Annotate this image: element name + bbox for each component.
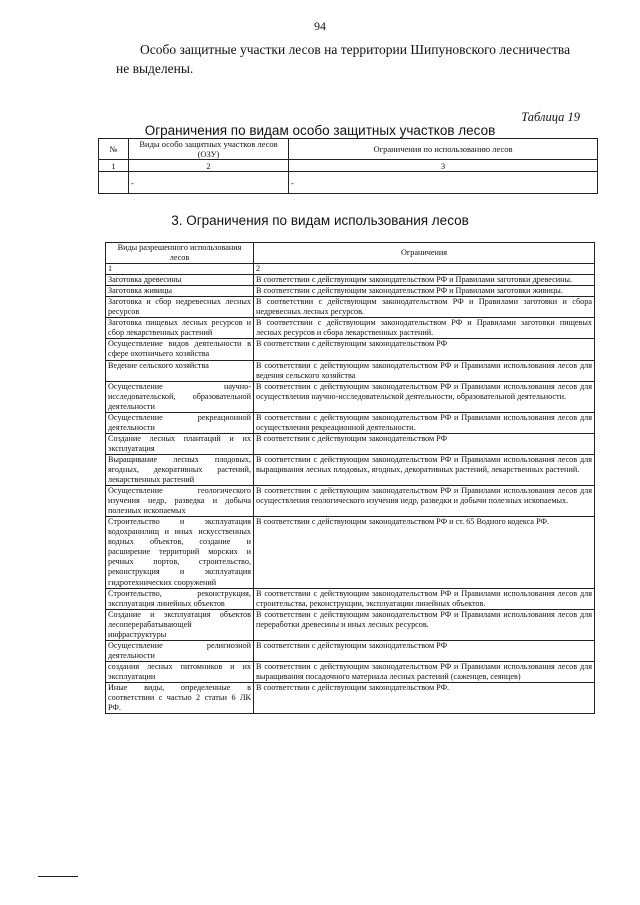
table-19-title: Ограничения по видам особо защитных участков лесов xyxy=(144,123,496,138)
restriction-cell: В соответствии с действующим законодательством РФ и Правилами использования лесов для осуществления научно-исследовательской деятельности, образовательной деятельности. xyxy=(254,381,595,412)
use-type-cell: Осуществление рекреационной деятельности xyxy=(106,412,254,433)
page-number: 94 xyxy=(314,19,326,33)
restriction-cell: В соответствии с действующим законодательством РФ и Правилами использования лесов для переработки древесины и иных лесных ресурсов. xyxy=(254,609,595,640)
table-row xyxy=(106,517,595,588)
header-restrictions: Ограничения xyxy=(254,243,595,264)
intro-paragraph xyxy=(118,40,588,78)
use-type-cell: Заготовка древесины xyxy=(106,275,254,286)
table-row xyxy=(106,286,595,297)
use-type-cell: Заготовка пищевых лесных ресурсов и сбор лекарственных растений xyxy=(106,318,254,339)
table-19-header-row xyxy=(99,139,598,160)
restriction-cell: В соответствии с действующим законодательством РФ xyxy=(254,640,595,661)
table-row xyxy=(106,588,595,609)
table-row xyxy=(106,609,595,640)
restriction-cell: В соответствии с действующим законодательством РФ и Правилами использования лесов для строительства, реконструкции, эксплуатации линейных объектов. xyxy=(254,588,595,609)
restriction-cell: В соответствии с действующим законодательством РФ и Правилами использования лесов для осуществления рекреационной деятельности. xyxy=(254,412,595,433)
use-type-cell: Заготовка живицы xyxy=(106,286,254,297)
restriction-cell: В соответствии с действующим законодательством РФ и Правилами заготовки и сбора недревесных лесных ресурсов. xyxy=(254,297,595,318)
table-row xyxy=(106,454,595,485)
table-number-row xyxy=(106,264,595,275)
restriction-cell: В соответствии с действующим законодательством РФ и Правилами использования лесов для ведения сельского хозяйства xyxy=(254,360,595,381)
restriction-cell: В соответствии с действующим законодательством РФ xyxy=(254,339,595,360)
use-type-cell: Строительство, реконструкция, эксплуатация линейных объектов xyxy=(106,588,254,609)
table-row xyxy=(106,360,595,381)
table-label: Таблица 19 xyxy=(521,110,580,124)
footnote-separator xyxy=(38,876,78,877)
table-row xyxy=(106,433,595,454)
table-row xyxy=(106,275,595,286)
table-19-number-cell: 3 xyxy=(289,160,598,172)
use-type-cell: Иные виды, определенные в соответствии с частью 2 статьи 6 ЛК РФ. xyxy=(106,682,254,713)
use-type-cell: Осуществление научно-исследовательской, образовательной деятельности xyxy=(106,381,254,412)
restriction-cell: В соответствии с действующим законодательством РФ и Правилами использования лесов для осуществления геологического изучения недр, разведки и добычи полезных ископаемых. xyxy=(254,486,595,517)
table-19-header-cell: № xyxy=(99,139,129,160)
restriction-cell: В соответствии с действующим законодательством РФ и Правилами использования лесов для выращивания посадочного материала лесных растений (саженцев, сеянцев) xyxy=(254,661,595,682)
intro-line-2: не выделены. xyxy=(116,61,194,76)
table-row xyxy=(106,486,595,517)
restriction-cell: В соответствии с действующим законодательством РФ и Правилами заготовки пищевых лесных ресурсов и сбора лекарственных растений. xyxy=(254,318,595,339)
use-type-cell: Заготовка и сбор недревесных лесных ресурсов xyxy=(106,297,254,318)
table-19 xyxy=(98,138,598,194)
table-row xyxy=(106,640,595,661)
table-header-row xyxy=(106,243,595,264)
table-row xyxy=(106,318,595,339)
table-body xyxy=(106,275,595,714)
table-row xyxy=(106,381,595,412)
use-type-cell: Осуществление геологического изучения недр, разведка и добыча полезных ископаемых xyxy=(106,486,254,517)
section-title: 3. Ограничения по видам использования лесов xyxy=(171,213,469,228)
table-19-data-row xyxy=(99,172,598,194)
use-type-cell: Создание и эксплуатация объектов лесоперерабатывающей инфраструктуры xyxy=(106,609,254,640)
use-type-cell: Осуществление видов деятельности в сфере охотничьего хозяйства xyxy=(106,339,254,360)
restriction-cell: В соответствии с действующим законодательством РФ xyxy=(254,433,595,454)
table-row xyxy=(106,339,595,360)
header-use-type: Виды разрешенного использования лесов xyxy=(106,243,254,264)
restriction-cell: В соответствии с действующим законодательством РФ и Правилами использования лесов для выращивания лесных плодовых, ягодных, декоративных растений, лекарственных растений. xyxy=(254,454,595,485)
restriction-cell: В соответствии с действующим законодательством РФ и Правилами заготовки живицы. xyxy=(254,286,595,297)
use-type-cell: Строительство и эксплуатация водохранилищ и иных искусственных водных объектов, создание и расширение территорий морских и речных портов, строительство, реконструкция и эксплуатация гидротехнических сооружений xyxy=(106,517,254,588)
use-type-cell: Выращивание лесных плодовых, ягодных, декоративных растений, лекарственных растений xyxy=(106,454,254,485)
table-row xyxy=(106,297,595,318)
table-19-cell xyxy=(99,172,129,194)
table-row xyxy=(106,661,595,682)
number-cell: 1 xyxy=(106,264,254,275)
table-19-number-row xyxy=(99,160,598,172)
restriction-cell: В соответствии с действующим законодательством РФ и ст. 65 Водного кодекса РФ. xyxy=(254,517,595,588)
use-type-cell: Осуществление религиозной деятельности xyxy=(106,640,254,661)
table-19-header-cell: Виды особо защитных участков лесов (ОЗУ) xyxy=(129,139,289,160)
use-type-cell: создания лесных питомников и их эксплуатации xyxy=(106,661,254,682)
intro-line-1: Особо защитные участки лесов на территории Шипуновского лесничества xyxy=(140,42,571,57)
table-19-cell: - xyxy=(289,172,598,194)
table-19-cell: - xyxy=(129,172,289,194)
use-type-cell: Создание лесных плантаций и их эксплуатация xyxy=(106,433,254,454)
table-19-header-cell: Ограничения по использованию лесов xyxy=(289,139,598,160)
restriction-cell: В соответствии с действующим законодательством РФ и Правилами заготовки древесины. xyxy=(254,275,595,286)
table-19-number-cell: 1 xyxy=(99,160,129,172)
table-row xyxy=(106,412,595,433)
restriction-cell: В соответствии с действующим законодательством РФ. xyxy=(254,682,595,713)
table-19-number-cell: 2 xyxy=(129,160,289,172)
table-row xyxy=(106,682,595,713)
number-cell: 2 xyxy=(254,264,595,275)
usage-restrictions-table xyxy=(105,242,595,714)
use-type-cell: Ведение сельского хозяйства xyxy=(106,360,254,381)
